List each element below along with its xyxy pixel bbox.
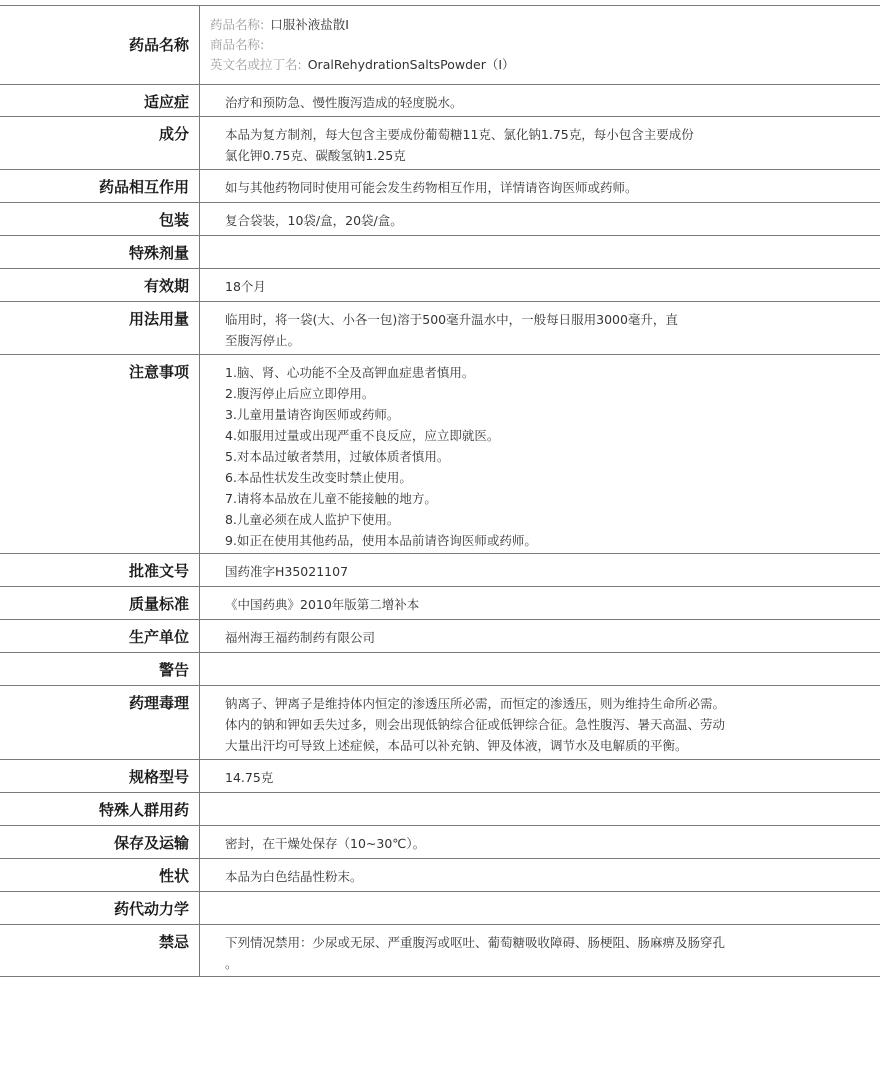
value-line: 。	[225, 956, 238, 971]
value-line: 临用时，将一袋(大、小各一包)溶于500毫升温水中，一般每日服用3000毫升，直	[225, 312, 678, 327]
row-label: 药品相互作用	[0, 170, 200, 202]
value-line: 5.对本品过敏者禁用，过敏体质者慎用。	[225, 449, 450, 464]
row-value	[200, 793, 880, 825]
info-row	[0, 355, 880, 554]
row-value	[200, 170, 880, 202]
row-value	[200, 302, 880, 354]
info-row	[0, 620, 880, 653]
row-label: 用法用量	[0, 302, 200, 354]
value-line: 体内的钠和钾如丢失过多，则会出现低钠综合征或低钾综合征。急性腹泻、暑天高温、劳动	[225, 717, 726, 732]
row-label: 药品名称	[0, 6, 200, 84]
info-row	[0, 686, 880, 760]
row-label: 保存及运输	[0, 826, 200, 858]
value-line: 至腹泻停止。	[225, 333, 301, 348]
value-line: 密封，在干燥处保存（10~30℃）。	[225, 836, 426, 851]
generic-name-label: 药品名称:	[210, 17, 265, 32]
value-line: 治疗和预防急、慢性腹泻造成的轻度脱水。	[225, 95, 463, 110]
row-label: 生产单位	[0, 620, 200, 652]
row-value	[200, 203, 880, 235]
value-line: 1.脑、肾、心功能不全及高钾血症患者慎用。	[225, 365, 475, 380]
value-line: 钠离子、钾离子是维持体内恒定的渗透压所必需，而恒定的渗透压，则为维持生命所必需。	[225, 696, 726, 711]
info-row	[0, 925, 880, 977]
row-value	[200, 587, 880, 619]
value-line: 复合袋装，10袋/盒，20袋/盒。	[225, 213, 403, 228]
value-line: 4.如服用过量或出现严重不良反应，应立即就医。	[225, 428, 500, 443]
row-value	[200, 117, 880, 169]
generic-name-line	[210, 15, 856, 35]
row-value	[200, 85, 880, 116]
row-label: 成分	[0, 117, 200, 169]
row-label: 规格型号	[0, 760, 200, 792]
row-label: 药代动力学	[0, 892, 200, 924]
info-row	[0, 826, 880, 859]
value-line: 如与其他药物同时使用可能会发生药物相互作用，详情请咨询医师或药师。	[225, 180, 638, 195]
english-name-label: 英文名或拉丁名:	[210, 57, 302, 72]
value-line: 9.如正在使用其他药品，使用本品前请咨询医师或药师。	[225, 533, 537, 548]
row-label: 注意事项	[0, 355, 200, 553]
value-line: 国药准字H35021107	[225, 564, 349, 579]
row-value	[200, 760, 880, 792]
info-row	[0, 302, 880, 355]
info-row	[0, 760, 880, 793]
info-row	[0, 236, 880, 269]
info-row	[0, 269, 880, 302]
value-line: 本品为复方制剂，每大包含主要成份葡萄糖11克、氯化钠1.75克，每小包含主要成份	[225, 127, 694, 142]
row-value	[200, 653, 880, 685]
row-label: 质量标准	[0, 587, 200, 619]
info-row	[0, 892, 880, 925]
value-line: 下列情况禁用：少尿或无尿、严重腹泻或呕吐、葡萄糖吸收障碍、肠梗阻、肠麻痹及肠穿孔	[225, 935, 726, 950]
row-value	[200, 826, 880, 858]
row-label: 特殊人群用药	[0, 793, 200, 825]
english-name-value: OralRehydrationSaltsPowder（I）	[307, 57, 515, 72]
info-row	[0, 587, 880, 620]
info-row	[0, 653, 880, 686]
row-value	[200, 6, 880, 84]
value-line: 《中国药典》2010年版第二增补本	[225, 597, 420, 612]
row-value	[200, 892, 880, 924]
value-line: 14.75克	[225, 770, 274, 785]
row-label: 适应症	[0, 85, 200, 116]
row-value	[200, 859, 880, 891]
generic-name-value: 口服补液盐散I	[270, 17, 349, 32]
trade-name-label: 商品名称:	[210, 37, 265, 52]
row-value	[200, 355, 880, 553]
row-value	[200, 269, 880, 301]
row-value	[200, 236, 880, 268]
row-value	[200, 620, 880, 652]
info-row	[0, 117, 880, 170]
value-line: 大量出汗均可导致上述症候，本品可以补充钠、钾及体液，调节水及电解质的平衡。	[225, 738, 688, 753]
info-row	[0, 203, 880, 236]
value-line: 福州海王福药制药有限公司	[225, 630, 376, 645]
row-label: 特殊剂量	[0, 236, 200, 268]
value-line: 7.请将本品放在儿童不能接触的地方。	[225, 491, 437, 506]
row-value	[200, 925, 880, 976]
value-line: 本品为白色结晶性粉末。	[225, 869, 363, 884]
row-label: 有效期	[0, 269, 200, 301]
row-drug-names	[0, 6, 880, 85]
info-row	[0, 170, 880, 203]
row-label: 药理毒理	[0, 686, 200, 759]
info-row	[0, 793, 880, 826]
info-rows	[0, 85, 880, 977]
value-line: 3.儿童用量请咨询医师或药师。	[225, 407, 400, 422]
row-value	[200, 686, 880, 759]
row-value	[200, 554, 880, 586]
info-row	[0, 554, 880, 587]
value-line: 18个月	[225, 279, 266, 294]
value-line: 氯化钾0.75克、碳酸氢钠1.25克	[225, 148, 406, 163]
value-line: 2.腹泻停止后应立即停用。	[225, 386, 375, 401]
row-label: 包装	[0, 203, 200, 235]
english-name-line	[210, 55, 856, 75]
row-label: 警告	[0, 653, 200, 685]
drug-info-table	[0, 5, 880, 977]
value-line: 8.儿童必须在成人监护下使用。	[225, 512, 400, 527]
row-label: 性状	[0, 859, 200, 891]
row-label: 批准文号	[0, 554, 200, 586]
row-label: 禁忌	[0, 925, 200, 976]
value-line: 6.本品性状发生改变时禁止使用。	[225, 470, 412, 485]
info-row	[0, 859, 880, 892]
trade-name-line	[210, 35, 856, 55]
info-row	[0, 85, 880, 117]
